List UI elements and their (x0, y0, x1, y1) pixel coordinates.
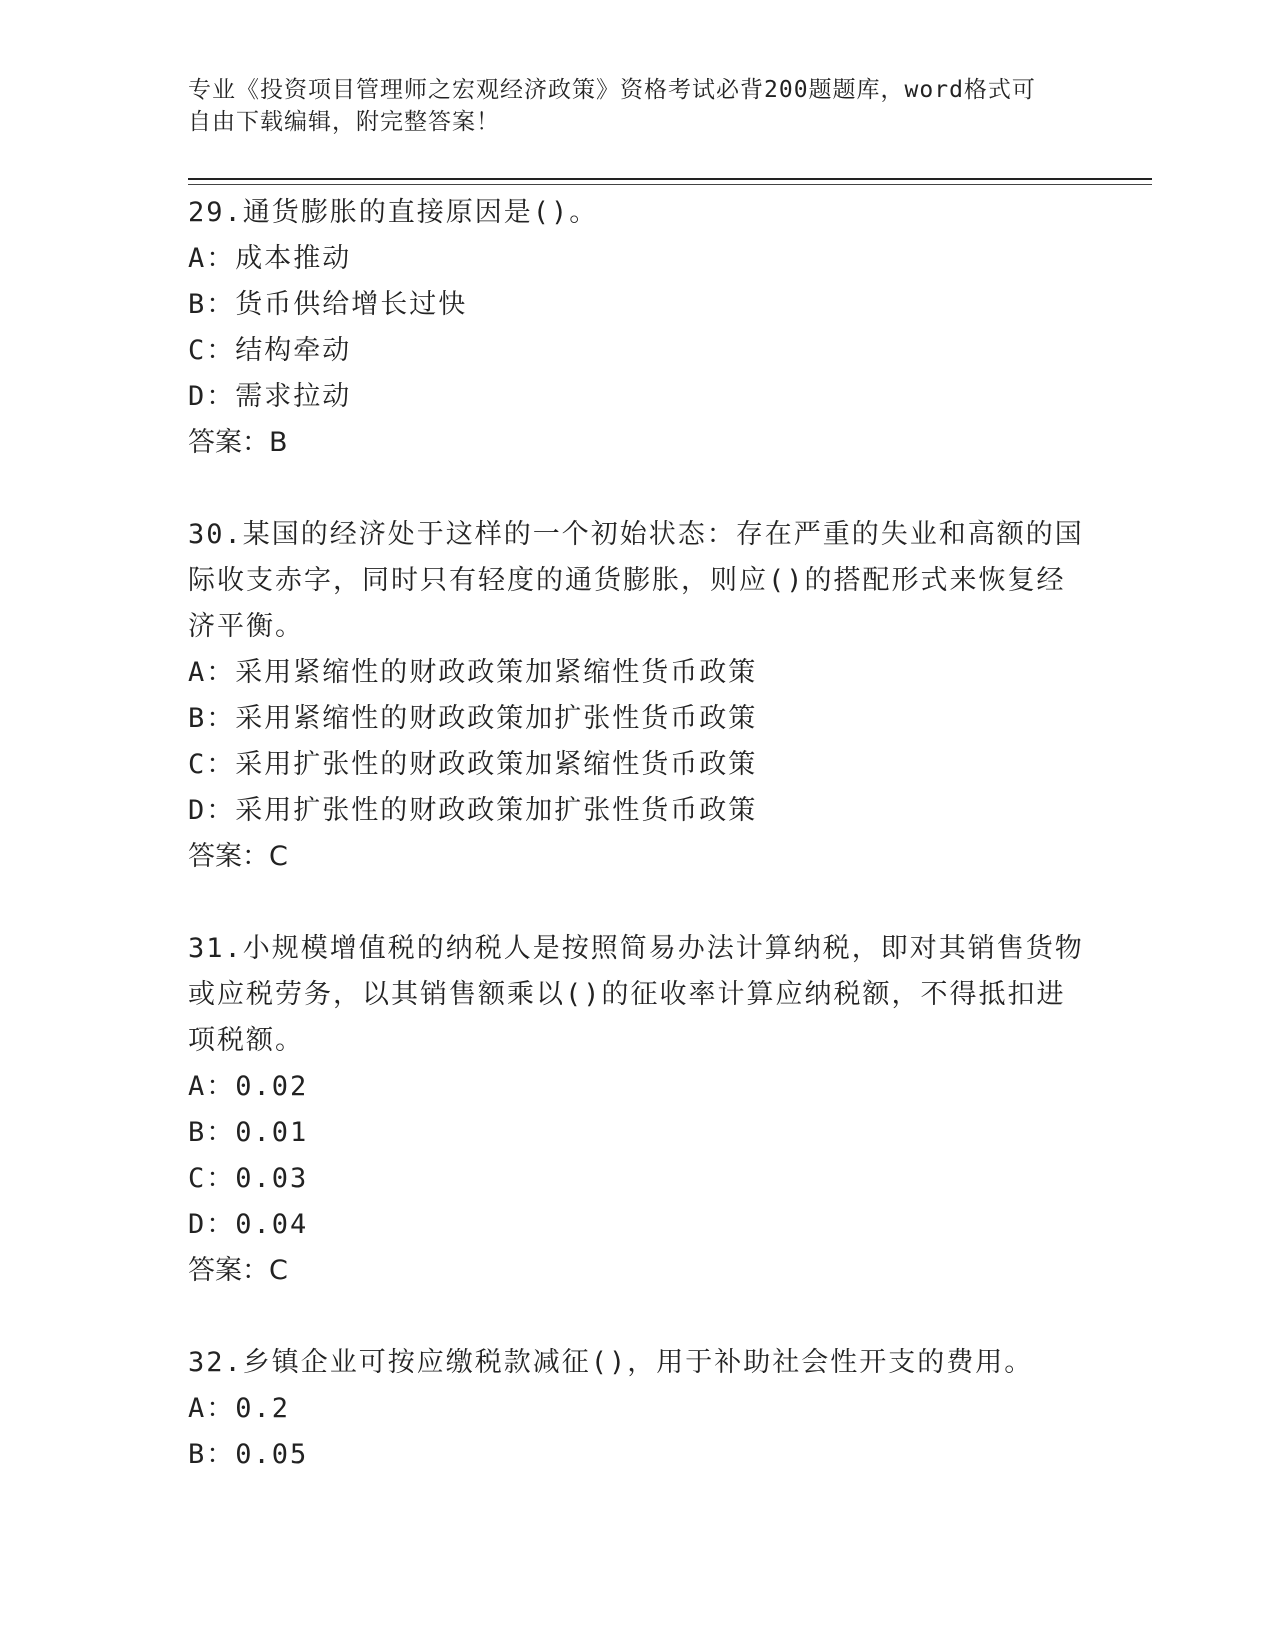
question-30 (188, 512, 1118, 880)
option-b: B：采用紧缩性的财政政策加扩张性货币政策 (188, 703, 758, 734)
option-b: B：货币供给增长过快 (188, 289, 468, 320)
question-stem: 32.乡镇企业可按应缴税款减征()，用于补助社会性开支的费用。 (188, 1347, 1034, 1378)
answer: 答案：C (188, 1255, 288, 1286)
document-header (188, 74, 1088, 138)
question-32 (188, 1340, 1118, 1478)
option-a: A：0.02 (188, 1071, 309, 1102)
question-29 (188, 190, 1118, 466)
option-d: D：需求拉动 (188, 381, 352, 412)
spacer (188, 1294, 1118, 1340)
option-c: C：0.03 (188, 1163, 309, 1194)
header-title-line-2: 自由下载编辑，附完整答案！ (188, 109, 500, 135)
option-d: D：采用扩张性的财政政策加扩张性货币政策 (188, 795, 758, 826)
option-c: C：采用扩张性的财政政策加紧缩性货币政策 (188, 749, 758, 780)
option-a: A：采用紧缩性的财政政策加紧缩性货币政策 (188, 657, 758, 688)
answer: 答案：B (188, 427, 288, 458)
question-stem-line: 项税额。 (188, 1025, 304, 1056)
header-rule-thin (188, 184, 1152, 185)
question-stem-line: 或应税劳务，以其销售额乘以()的征收率计算应纳税额，不得抵扣进 (188, 979, 1066, 1010)
spacer (188, 466, 1118, 512)
option-a: A：成本推动 (188, 243, 352, 274)
option-b: B：0.01 (188, 1117, 309, 1148)
option-d: D：0.04 (188, 1209, 309, 1240)
header-title-line-1: 专业《投资项目管理师之宏观经济政策》资格考试必背200题题库，word格式可 (188, 77, 1036, 103)
question-stem-line: 30.某国的经济处于这样的一个初始状态：存在严重的失业和高额的国 (188, 519, 1084, 550)
question-list (188, 190, 1118, 1478)
spacer (188, 880, 1118, 926)
option-b: B：0.05 (188, 1439, 309, 1470)
option-c: C：结构牵动 (188, 335, 352, 366)
question-31 (188, 926, 1118, 1294)
question-stem-line: 济平衡。 (188, 611, 304, 642)
option-a: A：0.2 (188, 1393, 291, 1424)
answer: 答案：C (188, 841, 288, 872)
question-stem: 29.通货膨胀的直接原因是()。 (188, 197, 599, 228)
question-stem-line: 31.小规模增值税的纳税人是按照简易办法计算纳税，即对其销售货物 (188, 933, 1084, 964)
header-rule-thick (188, 178, 1152, 180)
question-stem-line: 际收支赤字，同时只有轻度的通货膨胀，则应()的搭配形式来恢复经 (188, 565, 1066, 596)
